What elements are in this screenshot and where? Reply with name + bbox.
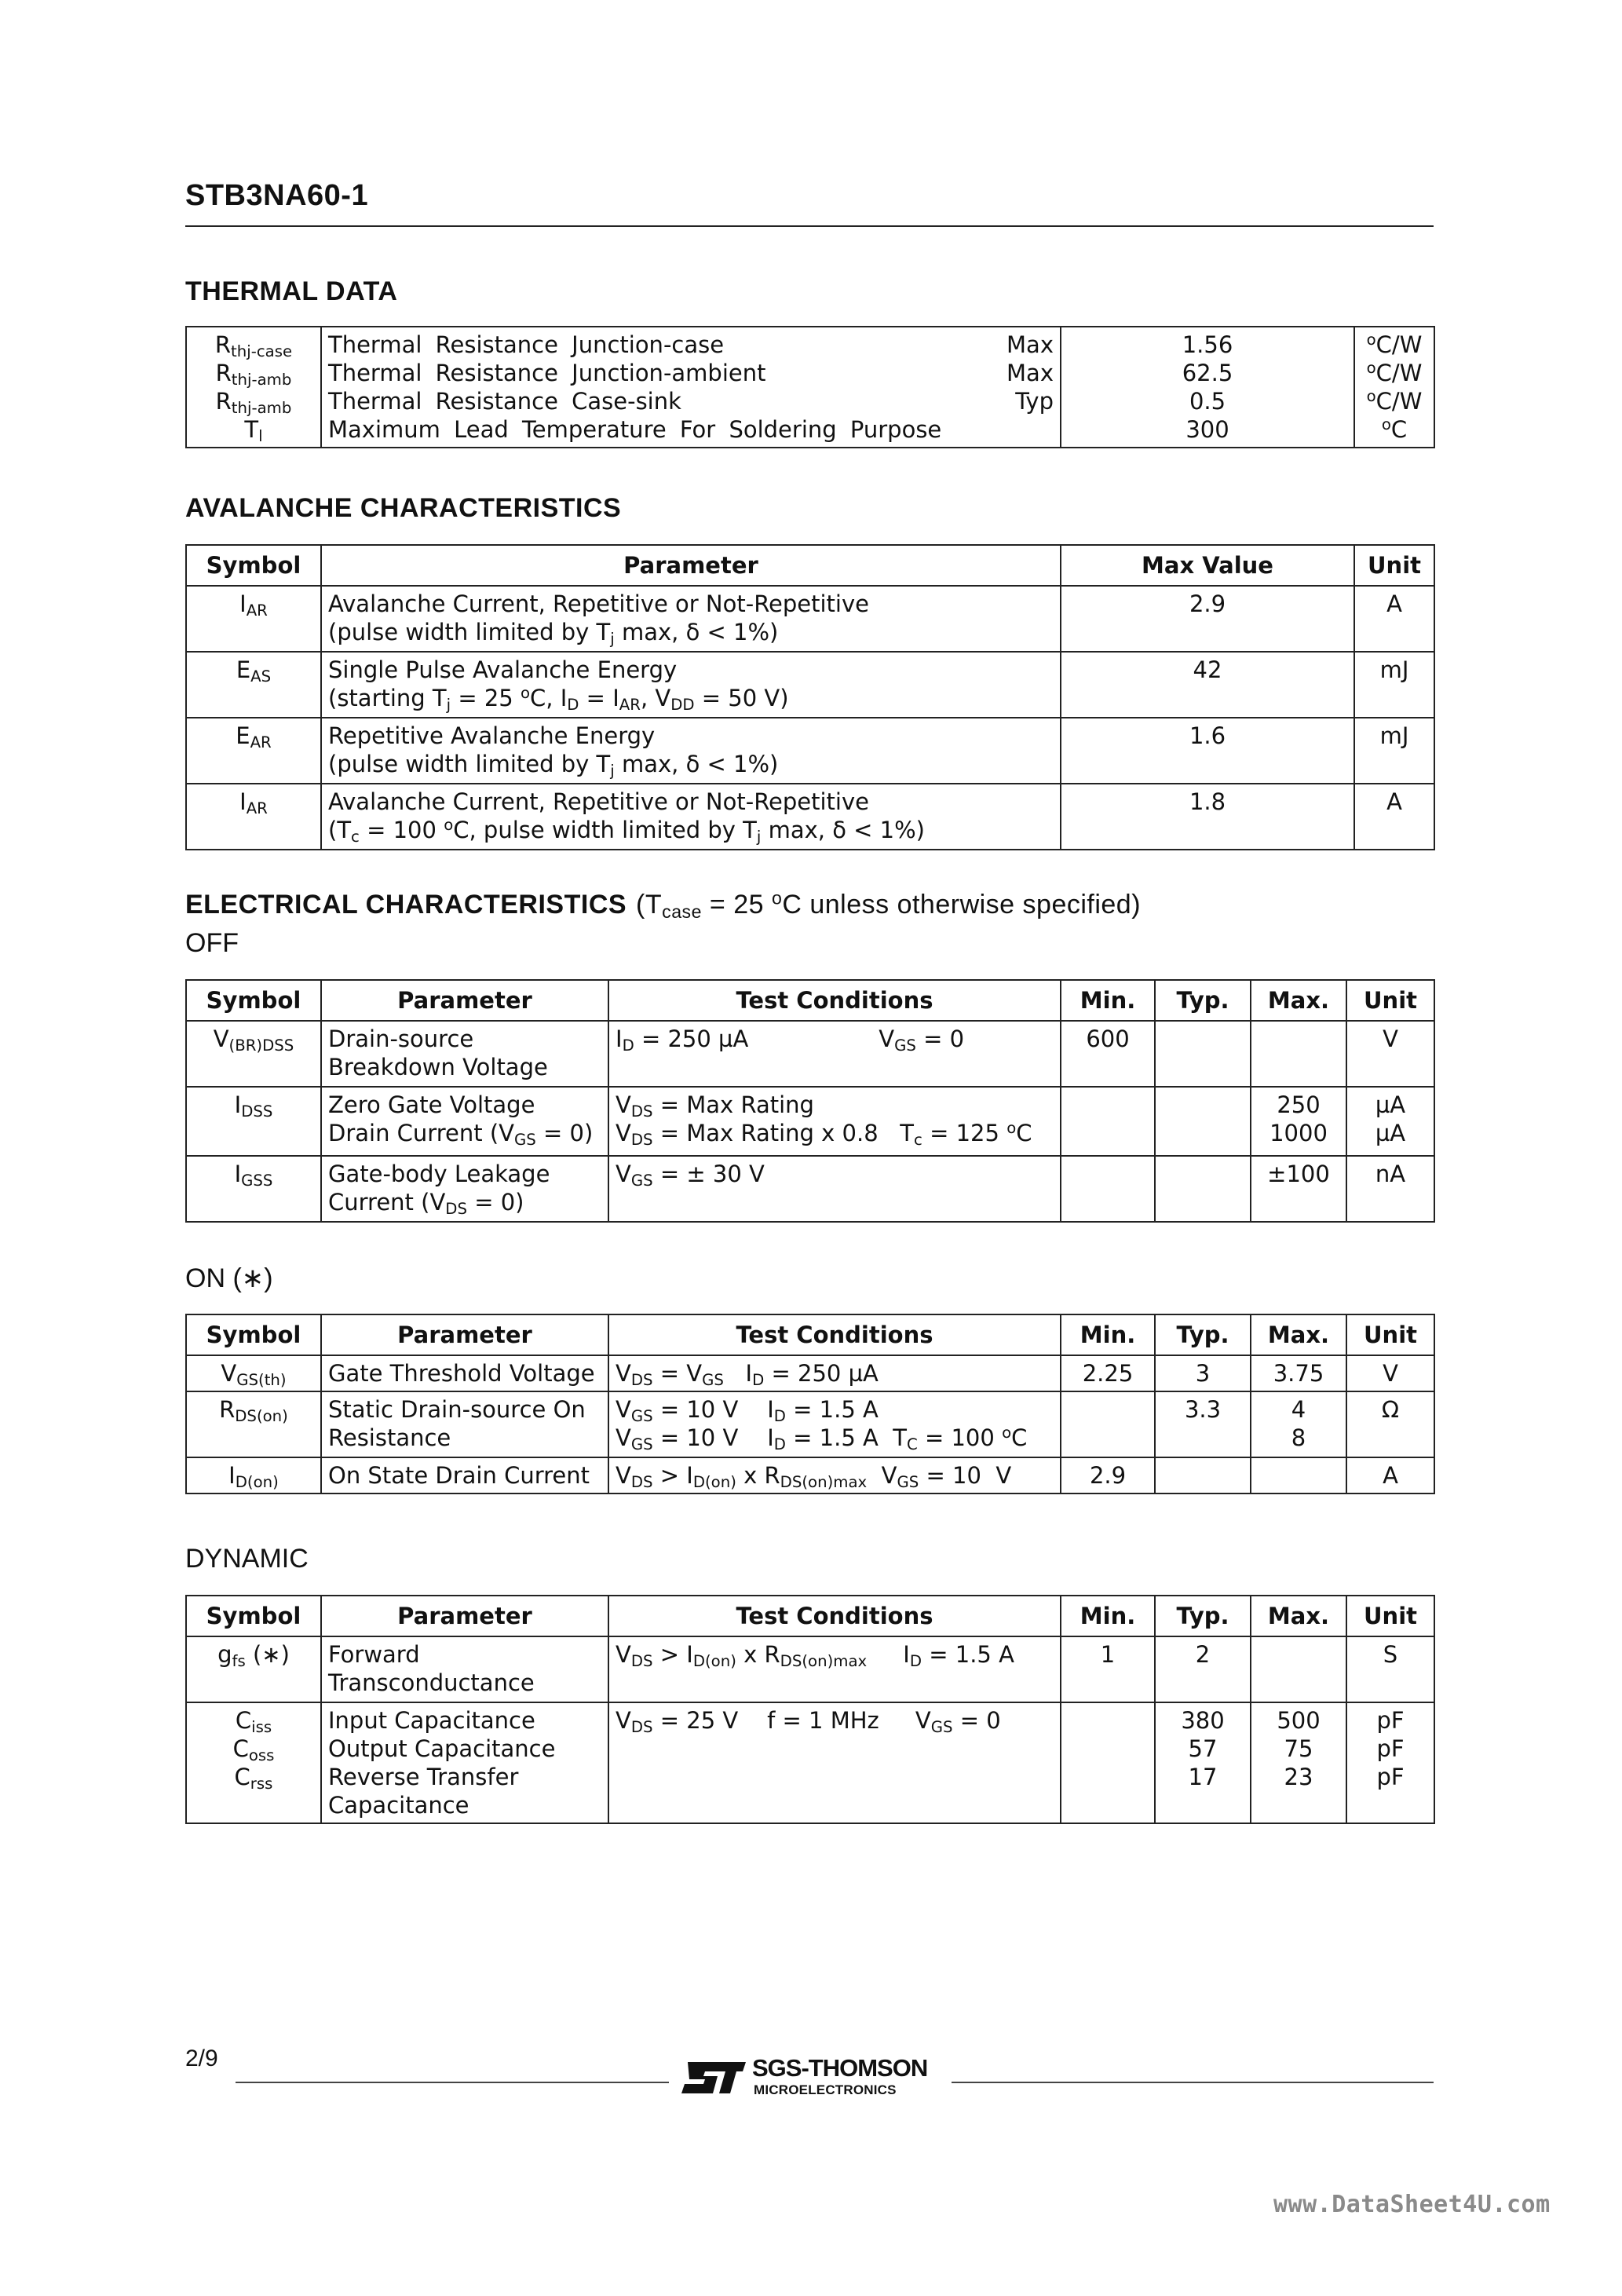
min-cell	[1061, 1087, 1155, 1156]
conditions-cell: $I_D = 250$ µA $V_{GS} = 0$	[608, 1021, 1061, 1087]
table-row	[186, 1636, 1434, 1702]
parameter-cell: Gate Threshold Voltage	[321, 1355, 608, 1391]
parameter-cell: Repetitive Avalanche Energy (pulse width limited by $T_j$ max, δ < 1%)	[321, 718, 1061, 784]
col-header-unit: Unit	[1346, 1596, 1434, 1636]
parameter-cell: Avalanche Current, Repetitive or Not-Repetitive ($T_c = 100$ $^o$C, pulse width limited by $T_j$ max, δ < 1%)	[321, 784, 1061, 850]
col-header-unit: Unit	[1354, 545, 1434, 586]
avalanche-heading: AVALANCHE CHARACTERISTICS	[185, 493, 622, 523]
table-row	[186, 1021, 1434, 1087]
typ-cell	[1155, 1021, 1251, 1087]
unit-cell: Ω	[1346, 1391, 1434, 1457]
thermal-symbol: $R_{thj-amb}$	[215, 360, 292, 389]
thermal-units	[1354, 327, 1434, 448]
col-header-max-value: Max Value	[1061, 545, 1354, 586]
unit-cell: mJ	[1354, 652, 1434, 718]
footer-divider-left	[236, 2082, 669, 2083]
typ-cell	[1155, 1087, 1251, 1156]
symbol-cell: $V_{GS(th)}$	[186, 1355, 321, 1391]
col-header-unit: Unit	[1346, 980, 1434, 1021]
on-table	[185, 1314, 1435, 1494]
thermal-unit: $^o$C/W	[1366, 387, 1423, 415]
conditions-cell: $V_{GS} = 10$ V $I_D = 1.5$ A $V_{GS} = 10$ V $I_D = 1.5$ A $T_C = 100$ $^o$C	[608, 1391, 1061, 1457]
parameter-cell: On State Drain Current	[321, 1457, 608, 1493]
max-cell: 250 1000	[1251, 1087, 1346, 1156]
symbol-cell: $I_{DSS}$	[186, 1087, 321, 1156]
col-header-parameter: Parameter	[321, 980, 608, 1021]
typ-cell: 2	[1155, 1636, 1251, 1702]
thermal-table-body	[186, 327, 1434, 448]
max-cell: 4 8	[1251, 1391, 1346, 1457]
max-cell	[1251, 1636, 1346, 1702]
thermal-value: 300	[1185, 416, 1229, 443]
min-cell: 600	[1061, 1021, 1155, 1087]
col-header-test-conditions: Test Conditions	[608, 1596, 1061, 1636]
symbol-cell: $C_{iss}$ $C_{oss}$ $C_{rss}$	[186, 1702, 321, 1823]
col-header-typ: Typ.	[1155, 1314, 1251, 1355]
col-header-parameter: Parameter	[321, 1596, 608, 1636]
thermal-parameter: Thermal Resistance Junction-ambient Max	[328, 360, 1054, 386]
conditions-cell: $V_{DS} > I_{D(on)}$ x $R_{DS(on)max}$ $V_{GS} = 10$ V	[608, 1457, 1061, 1493]
symbol-cell: $E_{AR}$	[186, 718, 321, 784]
electrical-condition-note: ($T_{case} = 25$ $^o$C unless otherwise specified)	[636, 887, 1142, 922]
col-header-typ: Typ.	[1155, 1596, 1251, 1636]
table-header-row	[186, 545, 1434, 586]
thermal-unit: $^o$C/W	[1366, 331, 1423, 358]
typ-cell	[1155, 1156, 1251, 1222]
unit-cell: A	[1354, 784, 1434, 850]
symbol-cell: $I_{AR}$	[186, 586, 321, 652]
col-header-unit: Unit	[1346, 1314, 1434, 1355]
col-header-min: Min.	[1061, 980, 1155, 1021]
parameter-cell: Avalanche Current, Repetitive or Not-Repetitive (pulse width limited by $T_j$ max, δ < 1%)	[321, 586, 1061, 652]
col-header-symbol: Symbol	[186, 980, 321, 1021]
table-row	[186, 586, 1434, 652]
parameter-cell: Static Drain-source On Resistance	[321, 1391, 608, 1457]
col-header-symbol: Symbol	[186, 1596, 321, 1636]
col-header-max: Max.	[1251, 980, 1346, 1021]
table-row	[186, 1156, 1434, 1222]
value-cell: 42	[1061, 652, 1354, 718]
thermal-parameter: Thermal Resistance Junction-case Max	[328, 331, 1054, 358]
col-header-test-conditions: Test Conditions	[608, 980, 1061, 1021]
min-cell: 2.9	[1061, 1457, 1155, 1493]
col-header-min: Min.	[1061, 1596, 1155, 1636]
thermal-table	[185, 326, 1435, 448]
off-table	[185, 979, 1435, 1223]
table-header-row	[186, 1596, 1434, 1636]
parameter-cell: Zero Gate Voltage Drain Current $(V_{GS} = 0)$	[321, 1087, 608, 1156]
conditions-cell: $V_{DS} = 25$ V f = 1 MHz $V_{GS} = 0$	[608, 1702, 1061, 1823]
min-cell	[1061, 1156, 1155, 1222]
table-row	[186, 1391, 1434, 1457]
thermal-unit: $^o$C/W	[1366, 359, 1423, 386]
thermal-value: 62.5	[1182, 360, 1233, 386]
min-cell	[1061, 1391, 1155, 1457]
symbol-cell: $I_{GSS}$	[186, 1156, 321, 1222]
off-subheading: OFF	[185, 928, 239, 958]
thermal-unit: $^o$C	[1381, 415, 1408, 443]
table-row	[186, 784, 1434, 850]
dynamic-subheading: DYNAMIC	[185, 1544, 309, 1574]
value-cell: 2.9	[1061, 586, 1354, 652]
footer-divider-right	[952, 2082, 1434, 2083]
typ-cell	[1155, 1457, 1251, 1493]
unit-cell: V	[1346, 1355, 1434, 1391]
col-header-parameter: Parameter	[321, 545, 1061, 586]
table-header-row	[186, 1314, 1434, 1355]
parameter-cell: Input Capacitance Output Capacitance Reverse Transfer Capacitance	[321, 1702, 608, 1823]
max-cell: ±100	[1251, 1156, 1346, 1222]
typ-cell: 3.3	[1155, 1391, 1251, 1457]
table-row	[186, 652, 1434, 718]
value-cell: 1.8	[1061, 784, 1354, 850]
max-cell	[1251, 1021, 1346, 1087]
document-title: STB3NA60-1	[185, 179, 369, 212]
unit-cell: mJ	[1354, 718, 1434, 784]
thermal-symbol: $R_{thj-case}$	[214, 331, 293, 360]
unit-cell: S	[1346, 1636, 1434, 1702]
avalanche-table	[185, 544, 1435, 850]
symbol-cell: $R_{DS(on)}$	[186, 1391, 321, 1457]
symbol-cell: $E_{AS}$	[186, 652, 321, 718]
electrical-heading: ELECTRICAL CHARACTERISTICS ($T_{case} = 25$ $^o$C unless otherwise specified)	[185, 887, 1142, 922]
parameter-cell: Gate-body Leakage Current $(V_{DS} = 0)$	[321, 1156, 608, 1222]
max-cell	[1251, 1457, 1346, 1493]
typ-cell: 3	[1155, 1355, 1251, 1391]
max-cell: 500 75 23	[1251, 1702, 1346, 1823]
thermal-symbol: $R_{thj-amb}$	[215, 388, 292, 417]
brand-subtitle: MICROELECTRONICS	[754, 2082, 897, 2097]
on-subheading: ON (∗)	[185, 1263, 273, 1293]
thermal-parameter: Maximum Lead Temperature For Soldering Purpose	[328, 416, 942, 443]
table-header-row	[186, 980, 1434, 1021]
max-cell: 3.75	[1251, 1355, 1346, 1391]
conditions-cell: $V_{DS} = V_{GS}$ $I_D = 250$ µA	[608, 1355, 1061, 1391]
min-cell: 2.25	[1061, 1355, 1155, 1391]
conditions-cell: $V_{DS}$ = Max Rating $V_{DS}$ = Max Rating x 0.8 $T_c = 125$ $^o$C	[608, 1087, 1061, 1156]
thermal-heading: THERMAL DATA	[185, 276, 398, 306]
thermal-value: 0.5	[1189, 388, 1226, 415]
table-row	[186, 1702, 1434, 1823]
unit-cell: pF pF pF	[1346, 1702, 1434, 1823]
unit-cell: A	[1354, 586, 1434, 652]
thermal-parameters	[321, 327, 1061, 448]
brand-name: SGS-THOMSON	[752, 2054, 928, 2082]
thermal-symbols	[186, 327, 321, 448]
dynamic-table	[185, 1595, 1435, 1824]
symbol-cell: $I_{AR}$	[186, 784, 321, 850]
table-row	[186, 1457, 1434, 1493]
col-header-max: Max.	[1251, 1314, 1346, 1355]
col-header-max: Max.	[1251, 1596, 1346, 1636]
thermal-value: 1.56	[1182, 331, 1233, 358]
col-header-typ: Typ.	[1155, 980, 1251, 1021]
symbol-cell: $I_{D(on)}$	[186, 1457, 321, 1493]
value-cell: 1.6	[1061, 718, 1354, 784]
unit-cell: A	[1346, 1457, 1434, 1493]
unit-cell: nA	[1346, 1156, 1434, 1222]
thermal-values	[1061, 327, 1354, 448]
unit-cell: V	[1346, 1021, 1434, 1087]
conditions-cell: $V_{DS} > I_{D(on)}$ x $R_{DS(on)max}$ $I_D = 1.5$ A	[608, 1636, 1061, 1702]
typ-cell: 380 57 17	[1155, 1702, 1251, 1823]
watermark-url: www.DataSheet4U.com	[1273, 2191, 1551, 2218]
symbol-cell: $g_{fs}$ (∗)	[186, 1636, 321, 1702]
col-header-min: Min.	[1061, 1314, 1155, 1355]
conditions-cell: $V_{GS}$ = ± 30 V	[608, 1156, 1061, 1222]
page-number: 2/9	[185, 2046, 218, 2071]
min-cell	[1061, 1702, 1155, 1823]
parameter-cell: Forward Transconductance	[321, 1636, 608, 1702]
table-row	[186, 1087, 1434, 1156]
table-row	[186, 1355, 1434, 1391]
col-header-test-conditions: Test Conditions	[608, 1314, 1061, 1355]
parameter-cell: Single Pulse Avalanche Energy (starting $T_j = 25$ $^o$C, $I_D = I_{AR}$, $V_{DD} = 50$ V)	[321, 652, 1061, 718]
col-header-parameter: Parameter	[321, 1314, 608, 1355]
parameter-cell: Drain-source Breakdown Voltage	[321, 1021, 608, 1087]
title-divider	[185, 225, 1434, 227]
thermal-symbol: $T_l$	[244, 416, 263, 445]
col-header-symbol: Symbol	[186, 545, 321, 586]
thermal-parameter: Thermal Resistance Case-sink Typ	[328, 388, 1054, 415]
unit-cell: µA µA	[1346, 1087, 1434, 1156]
symbol-cell: $V_{(BR)DSS}$	[186, 1021, 321, 1087]
col-header-symbol: Symbol	[186, 1314, 321, 1355]
min-cell: 1	[1061, 1636, 1155, 1702]
table-row	[186, 718, 1434, 784]
